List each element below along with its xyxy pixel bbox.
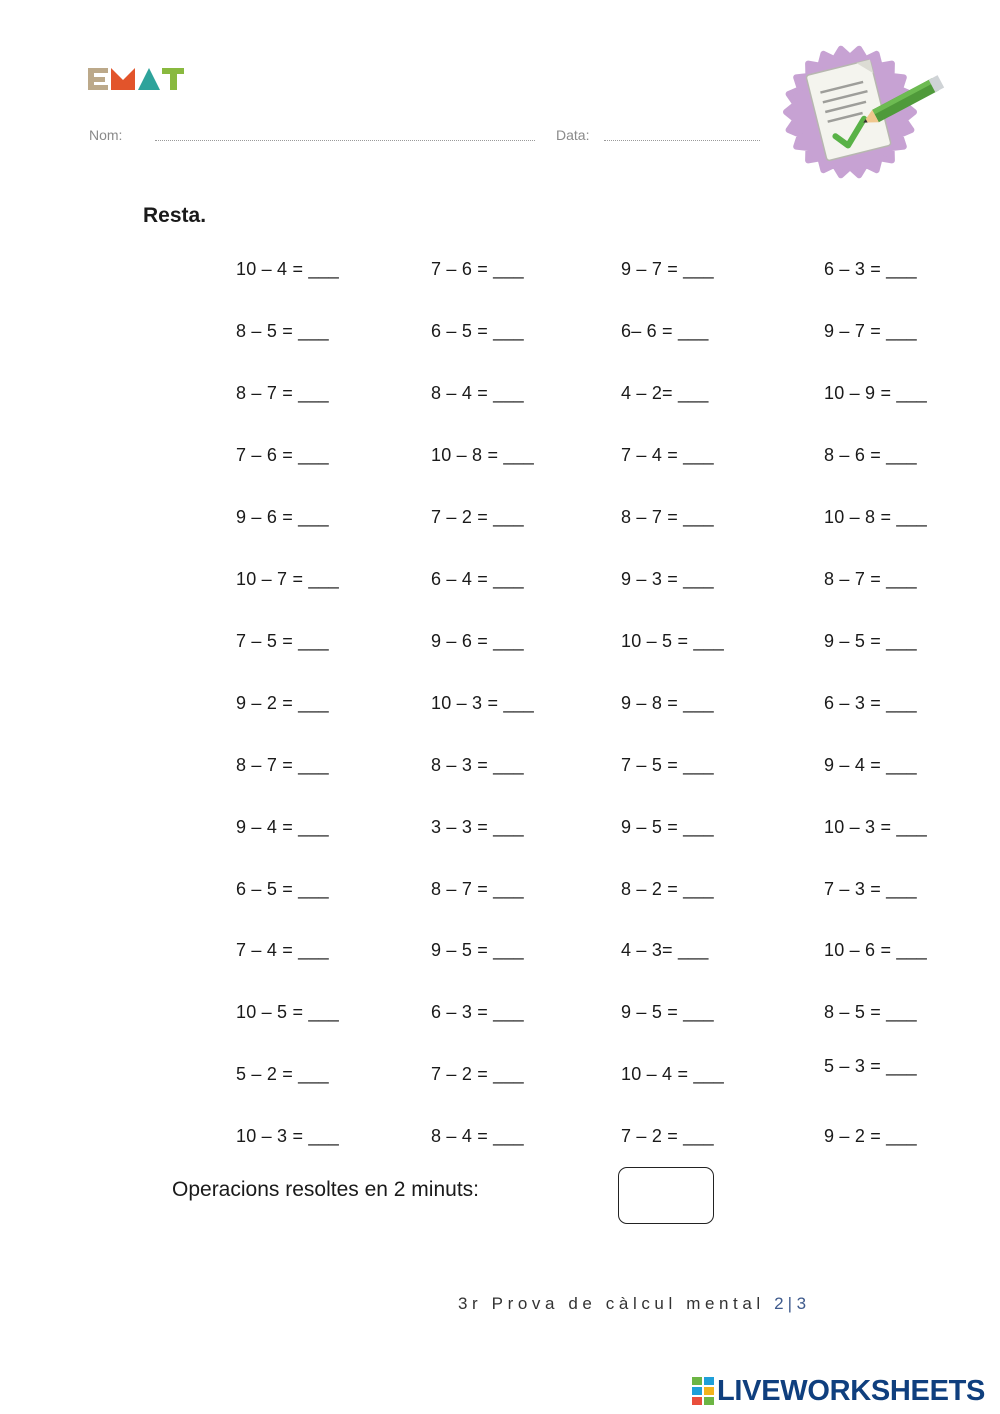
exercise-item[interactable]: 8 – 2 = ___ [621, 879, 714, 899]
exercise-item[interactable]: 10 – 8 = ___ [824, 507, 927, 527]
exercise-item[interactable]: 10 – 5 = ___ [236, 1002, 339, 1022]
date-label: Data: [556, 127, 590, 143]
section-title: Resta. [143, 204, 207, 227]
exercise-item[interactable]: 10 – 7 = ___ [236, 569, 339, 589]
exercise-item[interactable]: 9 – 5 = ___ [621, 817, 714, 837]
exercise-item[interactable]: 8 – 5 = ___ [824, 1002, 917, 1022]
answer-box[interactable] [618, 1167, 714, 1224]
exercise-item[interactable]: 10 – 5 = ___ [621, 631, 724, 651]
exercise-item[interactable]: 9 – 7 = ___ [621, 259, 714, 279]
exercise-item[interactable]: 9 – 4 = ___ [236, 817, 329, 837]
exercise-item[interactable]: 9 – 7 = ___ [824, 321, 917, 341]
exercise-item[interactable]: 9 – 5 = ___ [621, 1002, 714, 1022]
exercise-item[interactable]: 6 – 5 = ___ [431, 321, 524, 341]
exercise-item[interactable]: 8 – 4 = ___ [431, 1126, 524, 1146]
exercise-item[interactable]: 10 – 9 = ___ [824, 383, 927, 403]
exercise-item[interactable]: 3 – 3 = ___ [431, 817, 524, 837]
exercise-item[interactable]: 9 – 8 = ___ [621, 693, 714, 713]
exercise-item[interactable]: 5 – 2 = ___ [236, 1064, 329, 1084]
exercise-item[interactable]: 10 – 8 = ___ [431, 445, 534, 465]
exercise-item[interactable]: 7 – 2 = ___ [431, 507, 524, 527]
exercise-item[interactable]: 7 – 4 = ___ [621, 445, 714, 465]
page-current: 2 [774, 1294, 788, 1313]
exercise-item[interactable]: 6 – 3 = ___ [824, 259, 917, 279]
exercise-item[interactable]: 6 – 3 = ___ [431, 1002, 524, 1022]
footer-title: 3r Prova de càlcul mental [458, 1294, 765, 1313]
exercise-item[interactable]: 8 – 3 = ___ [431, 755, 524, 775]
exercise-item[interactable]: 5 – 3 = ___ [824, 1056, 917, 1076]
exercise-item[interactable]: 7 – 4 = ___ [236, 940, 329, 960]
exercise-item[interactable]: 9 – 4 = ___ [824, 755, 917, 775]
liveworksheets-logo-icon [692, 1377, 714, 1405]
exercise-item[interactable]: 7 – 6 = ___ [236, 445, 329, 465]
exercise-item[interactable]: 10 – 4 = ___ [236, 259, 339, 279]
summary-label: Operacions resoltes en 2 minuts: [172, 1178, 479, 1201]
exercise-item[interactable]: 9 – 6 = ___ [236, 507, 329, 527]
name-label: Nom: [89, 127, 123, 143]
exercise-item[interactable]: 8 – 7 = ___ [236, 383, 329, 403]
name-field[interactable] [155, 140, 535, 141]
exercise-item[interactable]: 9 – 2 = ___ [236, 693, 329, 713]
exercise-item[interactable]: 6– 6 = ___ [621, 321, 709, 341]
exercise-item[interactable]: 8 – 7 = ___ [824, 569, 917, 589]
exercise-item[interactable]: 10 – 3 = ___ [824, 817, 927, 837]
exercise-item[interactable]: 8 – 6 = ___ [824, 445, 917, 465]
exercise-item[interactable]: 6 – 3 = ___ [824, 693, 917, 713]
exercise-item[interactable]: 8 – 4 = ___ [431, 383, 524, 403]
exercise-item[interactable]: 9 – 5 = ___ [824, 631, 917, 651]
exercise-item[interactable]: 8 – 7 = ___ [621, 507, 714, 527]
exercise-item[interactable]: 7 – 2 = ___ [431, 1064, 524, 1084]
exercise-item[interactable]: 9 – 2 = ___ [824, 1126, 917, 1146]
exercise-item[interactable]: 8 – 5 = ___ [236, 321, 329, 341]
exercise-item[interactable]: 9 – 5 = ___ [431, 940, 524, 960]
exercise-item[interactable]: 9 – 3 = ___ [621, 569, 714, 589]
exercise-item[interactable]: 10 – 3 = ___ [236, 1126, 339, 1146]
page-separator: | [787, 1294, 797, 1313]
exercise-item[interactable]: 7 – 5 = ___ [621, 755, 714, 775]
exercise-item[interactable]: 8 – 7 = ___ [236, 755, 329, 775]
brand-text: LIVEWORKSHEETS [717, 1374, 986, 1407]
exercise-item[interactable]: 7 – 2 = ___ [621, 1126, 714, 1146]
exercise-item[interactable]: 6 – 4 = ___ [431, 569, 524, 589]
exercise-item[interactable]: 9 – 6 = ___ [431, 631, 524, 651]
liveworksheets-brand [692, 1374, 985, 1408]
exercise-item[interactable]: 10 – 4 = ___ [621, 1064, 724, 1084]
date-field[interactable] [604, 140, 760, 141]
exercise-item[interactable]: 6 – 5 = ___ [236, 879, 329, 899]
exercise-item[interactable]: 10 – 3 = ___ [431, 693, 534, 713]
exercise-item[interactable]: 4 – 2= ___ [621, 383, 709, 403]
exercise-item[interactable]: 8 – 7 = ___ [431, 879, 524, 899]
page-footer [458, 1294, 810, 1314]
exercise-item[interactable]: 7 – 6 = ___ [431, 259, 524, 279]
page-total: 3 [796, 1294, 811, 1313]
exercise-item[interactable]: 4 – 3= ___ [621, 940, 709, 960]
checked-document-pencil-icon [772, 40, 952, 182]
emat-logo [88, 66, 186, 92]
exercise-item[interactable]: 7 – 3 = ___ [824, 879, 917, 899]
exercise-item[interactable]: 10 – 6 = ___ [824, 940, 927, 960]
exercise-item[interactable]: 7 – 5 = ___ [236, 631, 329, 651]
